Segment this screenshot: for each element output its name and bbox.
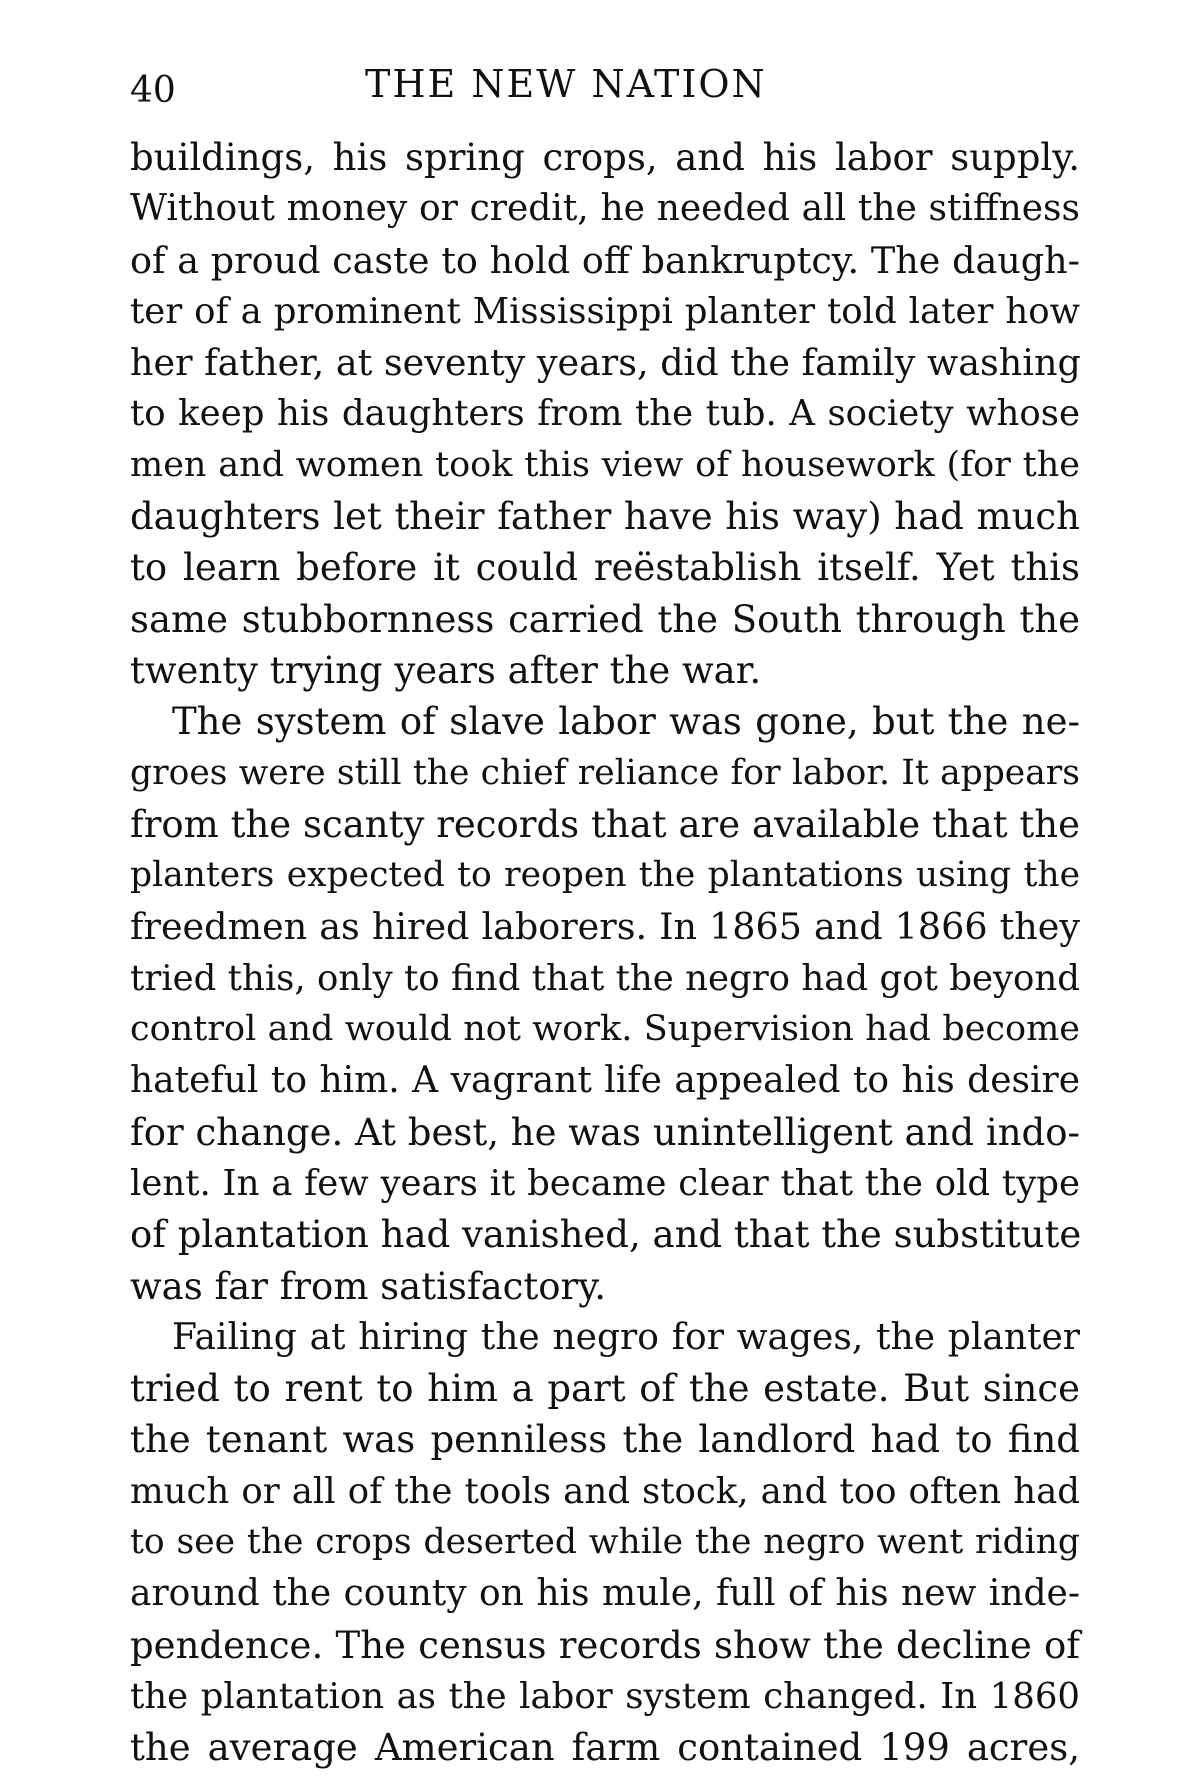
text-line: around the county on his mule, full of his new inde- xyxy=(130,1573,1080,1615)
text-line: same stubbornness carried the South through the xyxy=(130,597,1080,641)
text-line: her father, at seventy years, did the family washing xyxy=(130,341,1081,385)
text-line: from the scanty records that are available that the xyxy=(130,802,1080,846)
text-line: hateful to him. A vagrant life appealed to his desire xyxy=(130,1060,1080,1102)
text-line: the plantation as the labor system changed. In 1860 xyxy=(130,1675,1080,1717)
text-line: ter of a prominent Mississippi planter told later how xyxy=(130,290,1080,332)
text-line: The system of slave labor was gone, but the ne- xyxy=(172,700,1080,744)
text-line: of plantation had vanished, and that the substitute xyxy=(130,1213,1082,1257)
running-title: THE NEW NATION xyxy=(365,62,767,106)
text-line: tried to rent to him a part of the estate. But since xyxy=(130,1367,1080,1411)
text-line: the average American farm contained 199 acres, xyxy=(130,1726,1080,1770)
text-line: control and would not work. Supervision had become xyxy=(130,1009,1080,1050)
text-line: planters expected to reopen the plantations using the xyxy=(130,855,1080,896)
paragraph-1 xyxy=(130,132,1080,696)
text-line: the tenant was penniless the landlord had to find xyxy=(130,1418,1080,1462)
paragraph-3 xyxy=(130,1312,1080,1774)
text-line: pendence. The census records show the decline of xyxy=(130,1623,1080,1667)
page-header xyxy=(130,62,1080,122)
text-line: buildings, his spring crops, and his labor supply. xyxy=(130,136,1080,179)
text-line: daughters let their father have his way) had much xyxy=(130,495,1080,539)
text-line: groes were still the chief reliance for labor. It appears xyxy=(130,752,1080,793)
text-line: freedmen as hired laborers. In 1865 and 1866 they xyxy=(130,905,1080,949)
text-line: lent. In a few years it became clear that the old type xyxy=(130,1162,1080,1204)
text-line: to see the crops deserted while the negro went riding xyxy=(130,1522,1080,1563)
text-line: Failing at hiring the negro for wages, the planter xyxy=(172,1316,1080,1358)
text-line: tried this, only to find that the negro had got beyond xyxy=(130,957,1080,999)
page-number: 40 xyxy=(130,70,176,111)
text-line: twenty trying years after the war. xyxy=(130,648,762,692)
paragraph-2 xyxy=(130,696,1080,1312)
text-line: to keep his daughters from the tub. A society whose xyxy=(130,393,1080,435)
text-line: Without money or credit, he needed all the stiffness xyxy=(130,188,1080,230)
text-line: much or all of the tools and stock, and too often had xyxy=(130,1470,1080,1512)
body-text xyxy=(130,132,1080,1774)
text-line: to learn before it could reëstablish itself. Yet this xyxy=(130,546,1080,590)
text-line: for change. At best, he was unintelligent and indo- xyxy=(130,1110,1080,1154)
text-line: of a proud caste to hold off bankruptcy. The daugh- xyxy=(130,238,1080,282)
text-line: men and women took this view of housework (for the xyxy=(130,444,1080,485)
text-line: was far from satisfactory. xyxy=(130,1264,606,1308)
